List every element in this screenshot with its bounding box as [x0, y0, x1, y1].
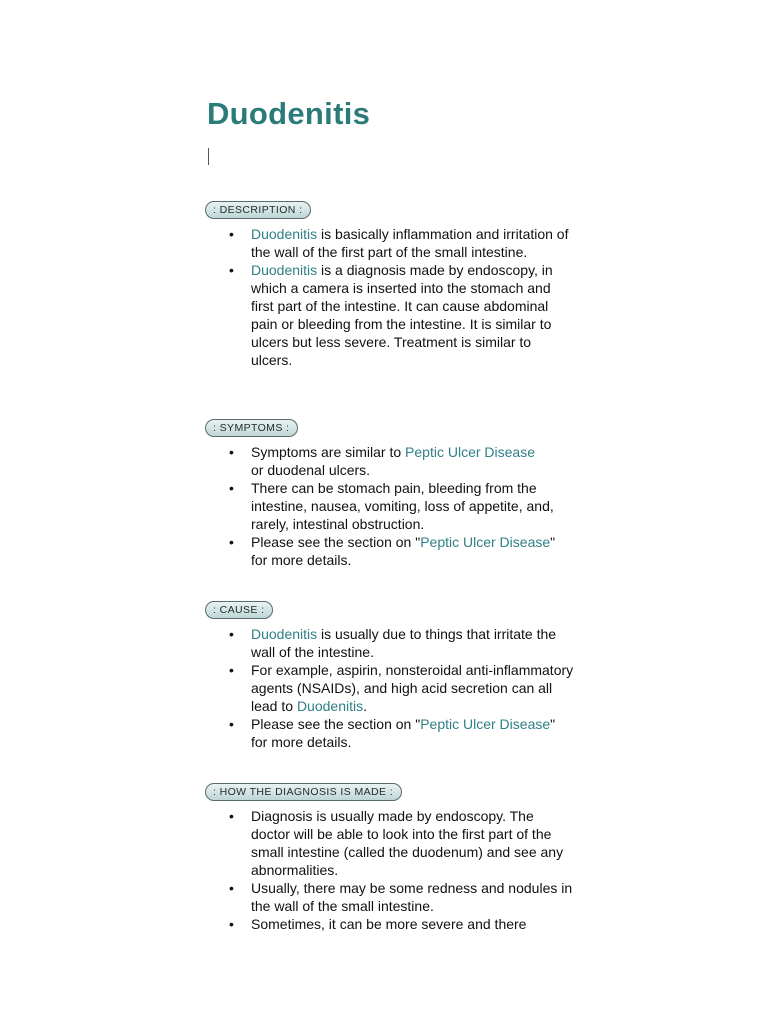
list-item: • Usually, there may be some redness and nodules in the wall of the small intestine. [251, 879, 575, 915]
list-item: • Please see the section on "Peptic Ulcer Disease" for more details. [251, 715, 575, 751]
list-item: • For example, aspirin, nonsteroidal anti-inflammatory agents (NSAIDs), and high acid secretion can all lead to Duodenitis. [251, 661, 575, 715]
description-list [205, 225, 575, 369]
duodenitis-link[interactable]: Duodenitis [251, 626, 318, 642]
duodenitis-link[interactable]: Duodenitis [296, 698, 364, 714]
page-title: Duodenitis [207, 96, 371, 131]
section-symptoms [205, 418, 575, 569]
section-description [205, 200, 575, 369]
section-badge-diagnosis: : HOW THE DIAGNOSIS IS MADE : [205, 783, 402, 801]
list-item: • Sometimes, it can be more severe and there [251, 915, 575, 933]
duodenitis-link[interactable]: Duodenitis [251, 262, 318, 278]
list-item: • Please see the section on "Peptic Ulcer Disease" for more details. [251, 533, 575, 569]
list-item: • Symptoms are similar to Peptic Ulcer Disease or duodenal ulcers. [251, 443, 575, 479]
section-diagnosis [205, 782, 575, 933]
list-item: • Duodenitis is usually due to things that irritate the wall of the intestine. [251, 625, 575, 661]
list-item: • Diagnosis is usually made by endoscopy. The doctor will be able to look into the first part of the small intestine (called the duodenum) and see any abnormalities. [251, 807, 575, 879]
duodenitis-link[interactable]: Duodenitis [251, 226, 318, 242]
list-item: • Duodenitis is a diagnosis made by endoscopy, in which a camera is inserted into the stomach and first part of the intestine. It can cause abdominal pain or bleeding from the intestine. It is similar to ulcers but less severe. Treatment is similar to ulcers. [251, 261, 575, 369]
diagnosis-list [205, 807, 575, 933]
list-item: • Duodenitis is basically inflammation and irritation of the wall of the first part of the small intestine. [251, 225, 575, 261]
section-cause [205, 600, 575, 751]
text-cursor [208, 148, 209, 165]
symptoms-list [205, 443, 575, 569]
peptic-ulcer-disease-link[interactable]: Peptic Ulcer Disease [420, 716, 551, 732]
section-badge-cause: : CAUSE : [205, 601, 273, 619]
section-badge-symptoms: : SYMPTOMS : [205, 419, 298, 437]
cause-list [205, 625, 575, 751]
peptic-ulcer-disease-link[interactable]: Peptic Ulcer Disease [405, 444, 535, 460]
section-badge-description: : DESCRIPTION : [205, 201, 311, 219]
peptic-ulcer-disease-link[interactable]: Peptic Ulcer Disease [420, 534, 551, 550]
list-item: • There can be stomach pain, bleeding from the intestine, nausea, vomiting, loss of appetite, and, rarely, intestinal obstruction. [251, 479, 575, 533]
